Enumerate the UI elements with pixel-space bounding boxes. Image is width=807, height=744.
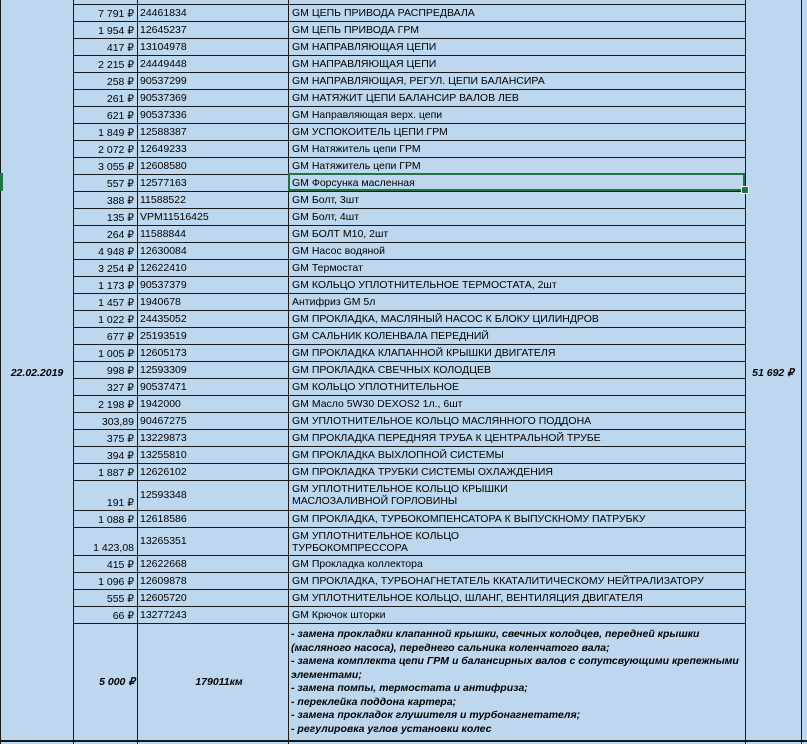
price-cell[interactable]: 4 948 ₽ — [98, 246, 134, 258]
part-name-cell[interactable]: GM ПРОКЛАДКА, ТУРБОКОМПЕНСАТОРА К ВЫПУСКНОМУ ПАТРУБКУ — [292, 513, 646, 525]
price-cell[interactable]: 677 ₽ — [106, 331, 134, 343]
part-name-cell[interactable]: GM ПРОКЛАДКА, ТУРБОНАГНЕТАТЕЛЬ ККАТАЛИТИЧЕСКОМУ НЕЙТРАЛИЗАТОРУ — [292, 575, 704, 587]
price-cell[interactable]: 557 ₽ — [106, 178, 134, 190]
part-number-cell[interactable]: 24449448 — [140, 58, 187, 70]
part-name-cell[interactable]: GM УПЛОТНИТЕЛЬНОЕ КОЛЬЦО, ШЛАНГ, ВЕНТИЛЯЦИЯ ДВИГАТЕЛЯ — [292, 592, 643, 604]
grid-line — [73, 157, 745, 158]
part-name-cell[interactable]: GM ЦЕПЬ ПРИВОДА ГРМ — [292, 24, 419, 36]
price-cell[interactable]: 998 ₽ — [106, 365, 134, 377]
part-name-cell[interactable]: GM Прокладка коллектора — [292, 558, 423, 570]
price-cell[interactable]: 1 022 ₽ — [98, 314, 134, 326]
part-name-cell[interactable]: Антифриз GM 5л — [292, 296, 376, 308]
grid-line — [73, 572, 745, 573]
part-number-cell[interactable]: 1940678 — [140, 296, 181, 308]
note-line: - переклейка поддона картера; — [291, 695, 457, 708]
part-name-cell[interactable]: GM НАПРАВЛЯЮЩАЯ ЦЕПИ — [292, 58, 437, 70]
part-name-cell[interactable]: GM НАПРАВЛЯЮЩАЯ ЦЕПИ — [292, 41, 437, 53]
part-name-cell[interactable]: GM ПРОКЛАДКА КЛАПАННОЙ КРЫШКИ ДВИГАТЕЛЯ — [292, 347, 556, 359]
price-cell[interactable]: 375 ₽ — [106, 433, 134, 445]
grid-line — [73, 412, 745, 413]
grid-line — [73, 293, 745, 294]
grid-line — [73, 276, 745, 277]
part-name-cell[interactable]: GM Термостат — [292, 262, 363, 274]
part-number-cell[interactable]: 12605173 — [140, 347, 187, 359]
part-number-cell[interactable]: 12618586 — [140, 513, 187, 525]
price-cell[interactable]: 1 088 ₽ — [98, 514, 134, 526]
part-number-cell[interactable]: 12649233 — [140, 143, 187, 155]
price-cell[interactable]: 7 791 ₽ — [98, 8, 134, 20]
grid-line — [73, 395, 745, 396]
grid-line — [73, 89, 745, 90]
part-name-cell[interactable]: GM Насос водяной — [292, 245, 386, 257]
part-number-cell[interactable]: 12577163 — [140, 177, 187, 189]
note-line: - замена комплекта цепи ГРМ и балансирных валов с сопутсвующими крепежными элементами; — [291, 655, 739, 681]
price-cell[interactable]: 1 849 ₽ — [98, 127, 134, 139]
price-cell[interactable]: 2 215 ₽ — [98, 59, 134, 71]
price-cell[interactable]: 1 005 ₽ — [98, 348, 134, 360]
part-name-cell[interactable]: GM Направляющая верх. цепи — [292, 109, 443, 121]
price-cell[interactable]: 394 ₽ — [106, 450, 134, 462]
price-cell[interactable]: 1 173 ₽ — [98, 280, 134, 292]
grid-line — [73, 38, 745, 39]
part-number-cell[interactable]: 11588844 — [140, 228, 186, 240]
note-line: - регулировка углов установки колес — [291, 722, 492, 735]
price-cell[interactable]: 415 ₽ — [106, 559, 134, 571]
grid-line — [73, 55, 745, 56]
price-cell[interactable]: 3 055 ₽ — [98, 161, 134, 173]
part-name-cell[interactable]: GM Масло 5W30 DEXOS2 1л., 6шт — [292, 398, 463, 410]
part-number-cell[interactable]: 90537369 — [140, 92, 187, 104]
part-number-cell[interactable]: 90537299 — [140, 75, 187, 87]
part-number-cell[interactable]: 13229873 — [140, 432, 187, 444]
part-name-cell[interactable]: GM Крючок шторки — [292, 609, 386, 621]
grid-line — [0, 0, 1, 744]
selected-cell[interactable] — [288, 173, 745, 191]
part-number-cell[interactable]: 13104978 — [140, 41, 187, 53]
grid-line — [288, 0, 289, 744]
grid-line — [73, 72, 745, 73]
part-name-cell[interactable]: GM ПРОКЛАДКА ПЕРЕДНЯЯ ТРУБА К ЦЕНТРАЛЬНОЙ ТРУБЕ — [292, 432, 601, 444]
part-number-cell[interactable]: 90537379 — [140, 279, 187, 291]
part-number-cell[interactable]: 12609878 — [140, 575, 187, 587]
previous-row-clipped — [291, 0, 294, 6]
part-number-cell[interactable]: 12605720 — [140, 592, 187, 604]
part-name-cell[interactable]: GM Болт, 4шт — [292, 211, 360, 223]
price-cell[interactable]: 621 ₽ — [106, 110, 134, 122]
price-cell[interactable]: 555 ₽ — [106, 593, 134, 605]
part-name-cell[interactable]: GM ПРОКЛАДКА ТРУБКИ СИСТЕМЫ ОХЛАЖДЕНИЯ — [292, 466, 554, 478]
part-name-cell[interactable]: GM НАПРАВЛЯЮЩАЯ, РЕГУЛ. ЦЕПИ БАЛАНСИРА — [292, 75, 545, 87]
grid-line — [73, 123, 745, 124]
part-number-cell[interactable]: 13265351 — [140, 535, 187, 547]
price-cell[interactable]: 3 254 ₽ — [98, 263, 134, 275]
grid-line — [73, 242, 745, 243]
active-row-marker — [0, 173, 3, 191]
grid-line — [73, 4, 745, 5]
part-name-cell[interactable]: GM ЦЕПЬ ПРИВОДА РАСПРЕДВАЛА — [292, 7, 475, 19]
part-number-cell[interactable]: 24435052 — [140, 313, 187, 325]
grid-line — [73, 191, 745, 192]
part-number-cell[interactable]: 12622410 — [140, 262, 187, 274]
note-line: - замена прокладки клапанной крышки, свечных колодцев, передней крышки (масляного насоса), переднего сальника коленчатого вала; — [291, 628, 700, 654]
part-number-cell[interactable]: 90537471 — [140, 381, 187, 393]
price-cell[interactable]: 1 096 ₽ — [98, 576, 134, 588]
price-cell[interactable]: 1 423,08 — [93, 542, 134, 554]
note-line: - замена помпы, термостата и антифриза; — [291, 682, 528, 694]
grid-line — [73, 310, 745, 311]
total-cost[interactable]: 51 692 ₽ — [752, 367, 794, 379]
grid-line — [801, 0, 802, 744]
part-number-cell[interactable]: 1942000 — [140, 398, 181, 410]
price-cell[interactable]: 327 ₽ — [106, 382, 134, 394]
price-cell[interactable]: 261 ₽ — [106, 93, 134, 105]
part-name-cell[interactable]: GM КОЛЬЦО УПЛОТНИТЕЛЬНОЕ — [292, 381, 460, 393]
service-date[interactable]: 22.02.2019 — [10, 367, 64, 379]
part-name-cell[interactable]: GM НАТЯЖИТ ЦЕПИ БАЛАНСИР ВАЛОВ ЛЕВ — [292, 92, 519, 104]
price-cell[interactable]: 264 ₽ — [106, 229, 134, 241]
price-cell[interactable]: 303,89 — [101, 416, 134, 428]
part-name-cell[interactable]: GM ПРОКЛАДКА СВЕЧНЫХ КОЛОДЦЕВ — [292, 364, 491, 376]
part-name-cell[interactable]: GM КОЛЬЦО УПЛОТНИТЕЛЬНОЕ ТЕРМОСТАТА, 2шт — [292, 279, 557, 291]
part-number-cell[interactable]: 13277243 — [140, 609, 187, 621]
part-name-cell[interactable]: GM УПЛОТНИТЕЛЬНОЕ КОЛЬЦО ТУРБОКОМПРЕССОРА — [292, 530, 460, 554]
note-line: - замена прокладок глушителя и турбонагнетателя; — [291, 709, 581, 721]
part-number-cell[interactable]: 12622668 — [140, 558, 187, 570]
grid-line — [73, 589, 745, 590]
part-number-cell[interactable]: 12593348 — [140, 489, 187, 501]
part-name-cell[interactable]: GM Форсунка масленная — [292, 177, 415, 189]
part-name-cell[interactable]: GM САЛЬНИК КОЛЕНВАЛА ПЕРЕДНИЙ — [292, 330, 489, 342]
grid-line — [73, 446, 745, 447]
grid-line — [73, 510, 745, 511]
grid-line — [73, 21, 745, 22]
grid-line — [73, 140, 745, 141]
grid-line — [73, 429, 745, 430]
price-cell[interactable]: 2 198 ₽ — [98, 399, 134, 411]
grid-line — [73, 378, 745, 379]
price-cell[interactable]: 417 ₽ — [106, 42, 134, 54]
grid-line — [73, 606, 745, 607]
part-number-cell[interactable]: VPM11516425 — [140, 211, 209, 223]
grid-line — [73, 327, 745, 328]
part-name-cell[interactable]: GM УПЛОТНИТЕЛЬНОЕ КОЛЬЦО КРЫШКИ МАСЛОЗАЛИВНОЙ ГОРЛОВИНЫ — [292, 483, 508, 507]
part-name-cell[interactable]: GM БОЛТ М10, 2шт — [292, 228, 389, 240]
grid-line — [73, 623, 745, 624]
grid-line — [137, 0, 138, 744]
price-cell[interactable]: 2 072 ₽ — [98, 144, 134, 156]
work-notes[interactable] — [291, 628, 743, 736]
part-number-cell[interactable]: 12608580 — [140, 160, 187, 172]
part-number-cell[interactable]: 12645237 — [140, 24, 187, 36]
labor-price[interactable]: 5 000 ₽ — [99, 676, 135, 688]
price-cell[interactable]: 1 457 ₽ — [98, 297, 134, 309]
price-cell[interactable]: 191 ₽ — [106, 497, 134, 509]
part-name-cell[interactable]: GM Натяжитель цепи ГРМ — [292, 143, 421, 155]
grid-line — [73, 106, 745, 107]
part-name-cell[interactable]: GM УСПОКОИТЕЛЬ ЦЕПИ ГРМ — [292, 126, 448, 138]
part-number-cell[interactable]: 25193519 — [140, 330, 187, 342]
price-cell[interactable]: 1 954 ₽ — [98, 25, 134, 37]
part-name-cell[interactable]: GM Натяжитель цепи ГРМ — [292, 160, 421, 172]
part-number-cell[interactable]: 12626102 — [140, 466, 187, 478]
price-cell[interactable]: 66 ₽ — [112, 610, 134, 622]
part-number-cell[interactable]: 12588387 — [140, 126, 187, 138]
grid-line — [73, 0, 74, 744]
grid-line — [73, 259, 745, 260]
price-cell[interactable]: 388 ₽ — [106, 195, 134, 207]
price-cell[interactable]: 258 ₽ — [106, 76, 134, 88]
part-number-cell[interactable]: 11588522 — [140, 194, 186, 206]
price-cell[interactable]: 135 ₽ — [106, 212, 134, 224]
grid-line — [73, 361, 745, 362]
grid-line — [73, 463, 745, 464]
part-number-cell[interactable]: 13255810 — [140, 449, 187, 461]
grid-line — [0, 740, 807, 742]
grid-line — [73, 480, 745, 481]
part-number-cell[interactable]: 12593309 — [140, 364, 187, 376]
part-number-cell[interactable]: 90537336 — [140, 109, 187, 121]
part-name-cell[interactable]: GM Болт, 3шт — [292, 194, 360, 206]
part-number-cell[interactable]: 12630084 — [140, 245, 187, 257]
part-number-cell[interactable]: 90467275 — [140, 415, 187, 427]
fill-handle[interactable] — [741, 186, 749, 194]
grid-line — [73, 527, 745, 528]
mileage[interactable]: 179011км — [195, 676, 243, 688]
price-cell[interactable]: 1 887 ₽ — [98, 467, 134, 479]
part-name-cell[interactable]: GM ПРОКЛАДКА, МАСЛЯНЫЙ НАСОС К БЛОКУ ЦИЛИНДРОВ — [292, 313, 599, 325]
part-name-cell[interactable]: GM ПРОКЛАДКА ВЫХЛОПНОЙ СИСТЕМЫ — [292, 449, 504, 461]
grid-line — [73, 208, 745, 209]
grid-line — [73, 344, 745, 345]
grid-line — [73, 555, 745, 556]
part-name-cell[interactable]: GM УПЛОТНИТЕЛЬНОЕ КОЛЬЦО МАСЛЯННОГО ПОДДОНА — [292, 415, 592, 427]
part-number-cell[interactable]: 24461834 — [140, 7, 187, 19]
grid-line — [73, 225, 745, 226]
